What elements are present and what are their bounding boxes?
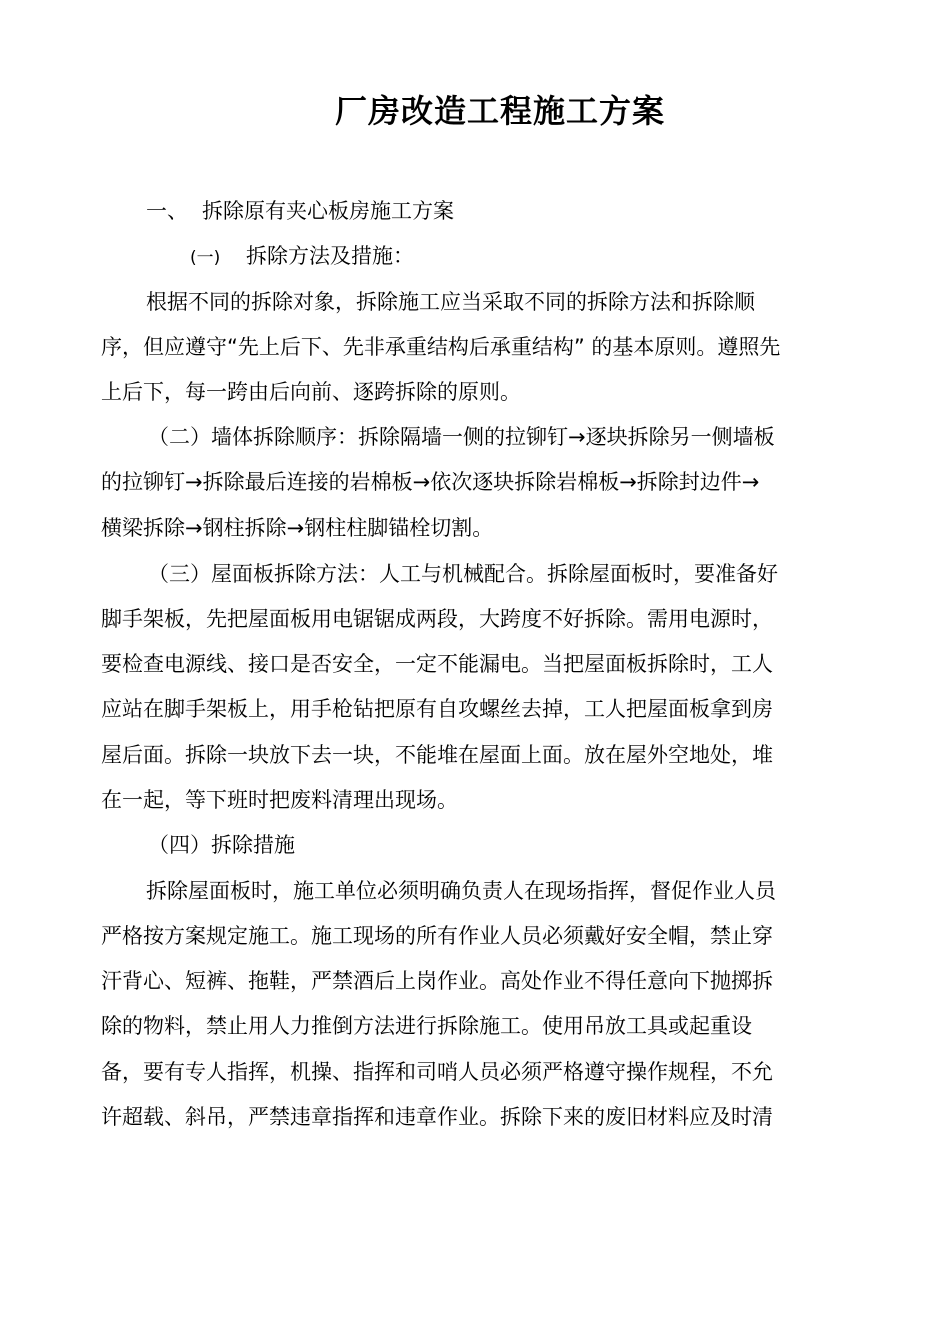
body-line: 许超载、斜吊，严禁违章指挥和违章作业。拆除下来的废旧材料应及时清: [101, 1105, 773, 1129]
page-title: 厂房改造工程施工方案: [334, 92, 665, 130]
body-line: 严格按方案规定施工。施工现场的所有作业人员必须戴好安全帽，禁止穿: [101, 924, 773, 948]
body-line: 拆除屋面板时，施工单位必须明确负责人在现场指挥，督促作业人员: [146, 879, 776, 903]
body-line: 序，但应遵守“先上后下、先非承重结构后承重结构” 的基本原则。遵照先: [101, 335, 781, 359]
subsection-heading-text: 拆除方法及措施：: [246, 244, 414, 268]
section-heading-1: [146, 196, 454, 226]
subsection-number: (一): [190, 248, 221, 268]
body-line: （三）屋面板拆除方法：人工与机械配合。拆除屋面板时，要准备好: [148, 562, 778, 586]
body-line: 上后下，每一跨由后向前、逐跨拆除的原则。: [101, 380, 521, 404]
body-line: 的拉铆钉→拆除最后连接的岩棉板→依次逐块拆除岩棉板→拆除封边件→: [101, 470, 760, 494]
body-line: （二）墙体拆除顺序：拆除隔墙一侧的拉铆钉→逐块拆除另一侧墙板: [148, 425, 775, 449]
body-line: 横梁拆除→钢柱拆除→钢柱柱脚锚栓切割。: [101, 516, 494, 540]
body-line: 应站在脚手架板上，用手枪钻把原有自攻螺丝去掉，工人把屋面板拿到房: [101, 697, 773, 721]
body-line: 除的物料，禁止用人力推倒方法进行拆除施工。使用吊放工具或起重设: [101, 1014, 752, 1038]
body-line: 备，要有专人指挥，机操、指挥和司哨人员必须严格遵守操作规程，不允: [101, 1060, 773, 1084]
body-line: 要检查电源线、接口是否安全，一定不能漏电。当把屋面板拆除时，工人: [101, 652, 773, 676]
section-number: 一、: [146, 199, 188, 223]
body-line: 在一起，等下班时把废料清理出现场。: [101, 788, 458, 812]
subsection-heading-1: [190, 241, 414, 273]
body-line: 汗背心、短裤、拖鞋，严禁酒后上岗作业。高处作业不得任意向下抛掷拆: [101, 969, 773, 993]
section-heading-text: 拆除原有夹心板房施工方案: [202, 199, 454, 223]
body-line: （四）拆除措施: [148, 833, 295, 857]
body-line: 脚手架板，先把屋面板用电锯锯成两段，大跨度不好拆除。需用电源时，: [101, 607, 773, 631]
body-line: 根据不同的拆除对象，拆除施工应当采取不同的拆除方法和拆除顺: [146, 290, 755, 314]
body-line: 屋后面。拆除一块放下去一块，不能堆在屋面上面。放在屋外空地处，堆: [101, 743, 773, 767]
